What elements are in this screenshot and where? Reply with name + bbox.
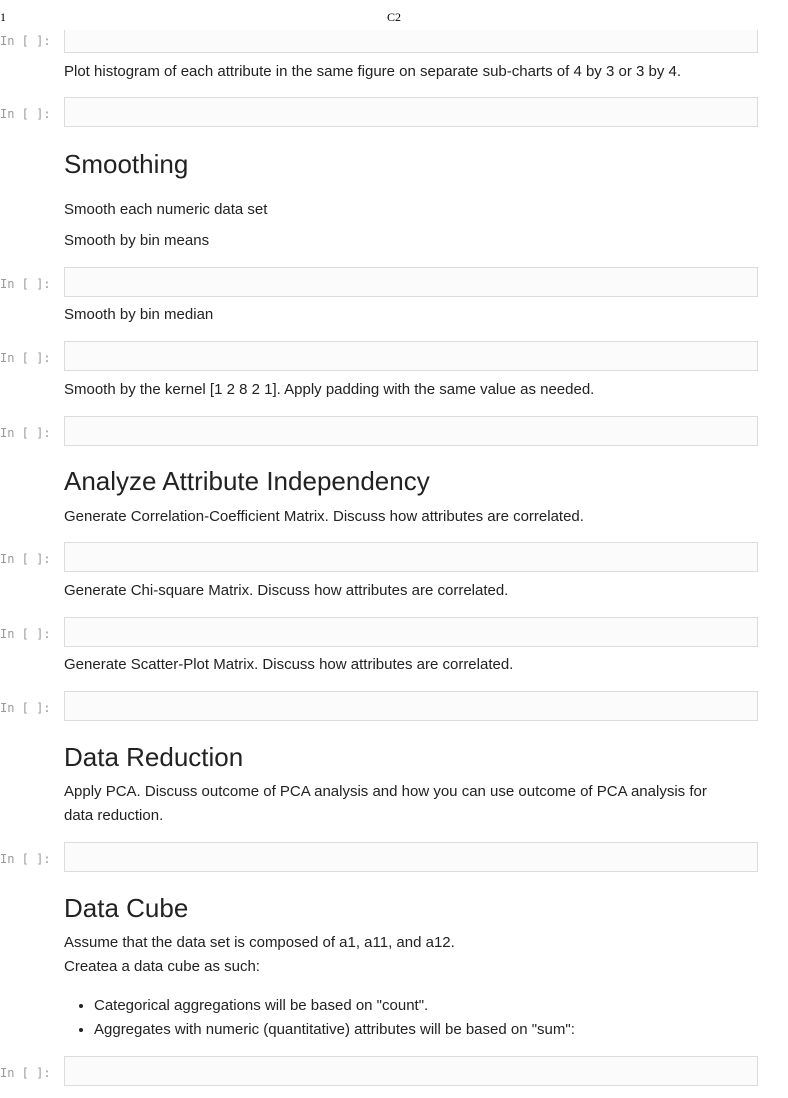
cell-prompt: In [ ]: [0,701,51,715]
markdown-text: Smooth each numeric data set [64,201,268,218]
code-cell-input[interactable] [64,617,758,647]
section-heading-data-reduction: Data Reduction [64,742,244,772]
code-cell-input[interactable] [64,30,758,53]
code-cell-input[interactable] [64,341,758,371]
code-cell-input[interactable] [64,691,758,721]
markdown-text: Generate Scatter-Plot Matrix. Discuss how attributes are correlated. [64,656,514,673]
section-heading-independency: Analyze Attribute Independency [64,466,430,496]
markdown-text: Smooth by bin means [64,232,210,249]
code-cell-input[interactable] [64,1056,758,1086]
page-corner-marker: 1 [0,10,6,24]
cell-prompt: In [ ]: [0,107,51,121]
cell-prompt: In [ ]: [0,426,51,440]
section-heading-data-cube: Data Cube [64,893,189,923]
markdown-text: Assume that the data set is composed of a1, a11, and a12. [64,934,455,951]
markdown-text: Smooth by bin median [64,306,214,323]
cell-prompt: In [ ]: [0,351,51,365]
list-item: • Categorical aggregations will be based on "count". [94,994,575,1018]
markdown-text: Smooth by the kernel [1 2 8 2 1]. Apply padding with the same value as needed. [64,381,595,398]
page-header-title: C2 [386,10,401,24]
code-cell-input[interactable] [64,416,758,446]
cell-prompt: In [ ]: [0,1066,51,1080]
code-cell-input[interactable] [64,267,758,297]
list-item: • Aggregates with numeric (quantitative) attributes will be based on "sum": [94,1018,575,1042]
code-cell-input[interactable] [64,542,758,572]
section-heading-smoothing: Smoothing [64,149,189,179]
code-cell-input[interactable] [64,842,758,872]
markdown-text: Createa a data cube as such: [64,958,260,975]
markdown-text: Generate Chi-square Matrix. Discuss how attributes are correlated. [64,582,509,599]
cell-prompt: In [ ]: [0,627,51,641]
markdown-text: Plot histogram of each attribute in the same figure on separate sub-charts of 4 by 3 or 3 by 4. [64,63,682,80]
bullet-list [64,994,575,1042]
cell-prompt: In [ ]: [0,552,51,566]
markdown-text: data reduction. [64,807,164,824]
markdown-text: Apply PCA. Discuss outcome of PCA analysis and how you can use outcome of PCA analysis for [64,783,707,800]
cell-prompt: In [ ]: [0,852,51,866]
markdown-text: Generate Correlation-Coefficient Matrix. Discuss how attributes are correlated. [64,508,584,525]
code-cell-input[interactable] [64,97,758,127]
cell-prompt: In [ ]: [0,34,51,48]
cell-prompt: In [ ]: [0,277,51,291]
